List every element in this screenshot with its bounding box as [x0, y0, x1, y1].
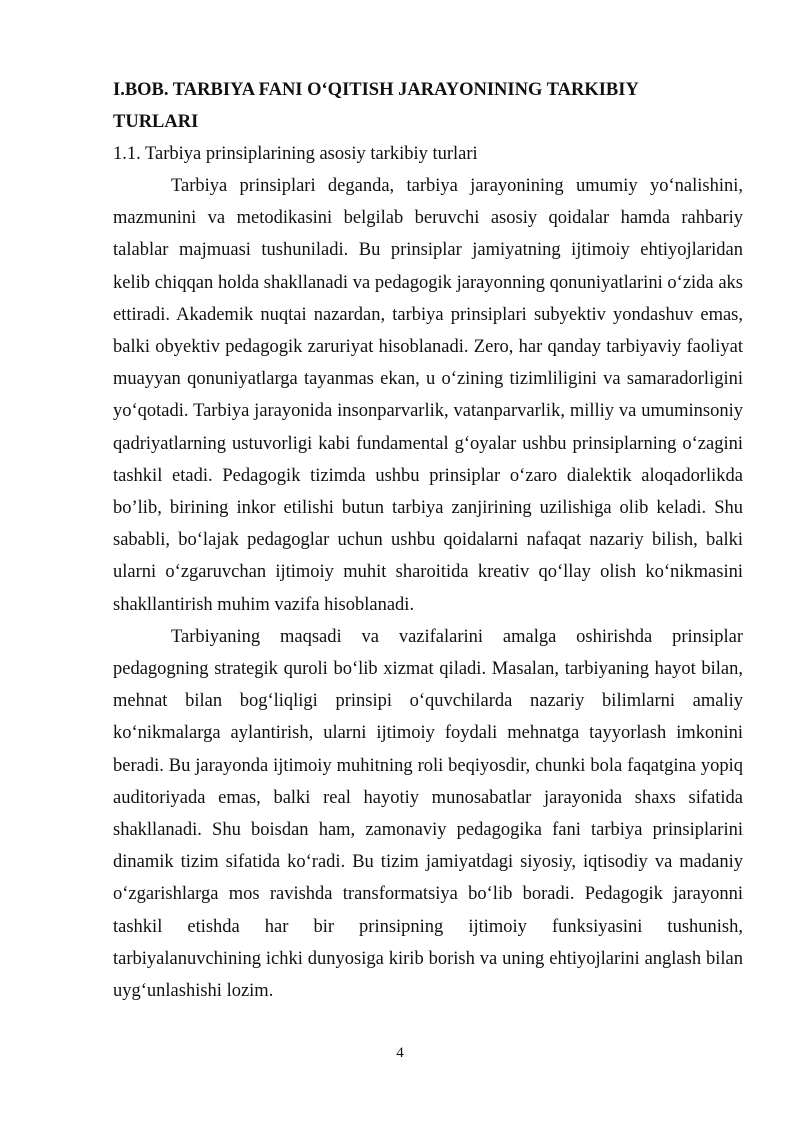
paragraph-2: Tarbiyaning maqsadi va vazifalarini amalga oshirishda prinsiplar pedagogning strategik quroli bo‘lib xizmat qiladi. Masalan, tarbiyaning hayot bilan, mehnat bilan bog‘liqligi prinsipi o‘quvchilarda nazariy bilimlarni amaliy ko‘nikmalarga aylantirish, ularni ijtimoiy foydali mehnatga tayyorlash imkonini beradi. Bu jarayonda ijtimoiy muhitning roli beqiyosdir, chunki bola faqatgina yopiq auditoriyada emas, balki real hayotiy munosabatlar jarayonida shaxs sifatida shakllanadi. Shu boisdan ham, zamonaviy pedagogika fani tarbiya prinsiplarini dinamik tizim sifatida ko‘radi. Bu tizim jamiyatdagi siyosiy, iqtisodiy va madaniy o‘zgarishlarga mos ravishda transformatsiya bo‘lib boradi. Pedagogik jarayonni tashkil etishda har bir prinsipning ijtimoiy funksiyasini tushunish, tarbiyalanuvchining ichki dunyosiga kirib borish va uning ehtiyojlarini anglash bilan uyg‘unlashishi lozim. [113, 626, 743, 1002]
document-page [113, 70, 743, 1007]
section-title: 1.1. Tarbiya prinsiplarining asosiy tarkibiy turlari [113, 144, 478, 164]
paragraph-1: Tarbiya prinsiplari deganda, tarbiya jarayonining umumiy yo‘nalishini, mazmunini va metodikasini belgilab beruvchi asosiy qoidalar hamda rahbariy talablar majmuasi tushuniladi. Bu prinsiplar jamiyatning ijtimoiy ehtiyojlaridan kelib chiqqan holda shakllanadi va pedagogik jarayonning qonuniyatlarini o‘zida aks ettiradi. Akademik nuqtai nazardan, tarbiya prinsiplari subyektiv yondashuv emas, balki obyektiv pedagogik zaruriyat hisoblanadi. Zero, har qanday tarbiyaviy faoliyat muayyan qonuniyatlarga tayanmas ekan, u o‘zining tizimliligini va samaradorligini yo‘qotadi. Tarbiya jarayonida insonparvarlik, vatanparvarlik, milliy va umuminsoniy qadriyatlarning ustuvorligi kabi fundamental g‘oyalar ushbu prinsiplarning o‘zagini tashkil etadi. Pedagogik tizimda ushbu prinsiplar o‘zaro dialektik aloqadorlikda bo’lib, birining inkor etilishi butun tarbiya zanjirining uzilishiga olib keladi. Shu sababli, bo‘lajak pedagoglar uchun ushbu qoidalarni nafaqat nazariy bilish, balki ularni o‘zgaruvchan ijtimoiy muhit sharoitida kreativ qo‘llay olish ko‘nikmasini shakllantirish muhim vazifa hisoblanadi. [113, 176, 743, 615]
page-number: 4 [396, 1045, 404, 1061]
chapter-title: I.BOB. TARBIYA FANI O‘QITISH JARAYONINING TARKIBIY TURLARI [113, 80, 639, 132]
